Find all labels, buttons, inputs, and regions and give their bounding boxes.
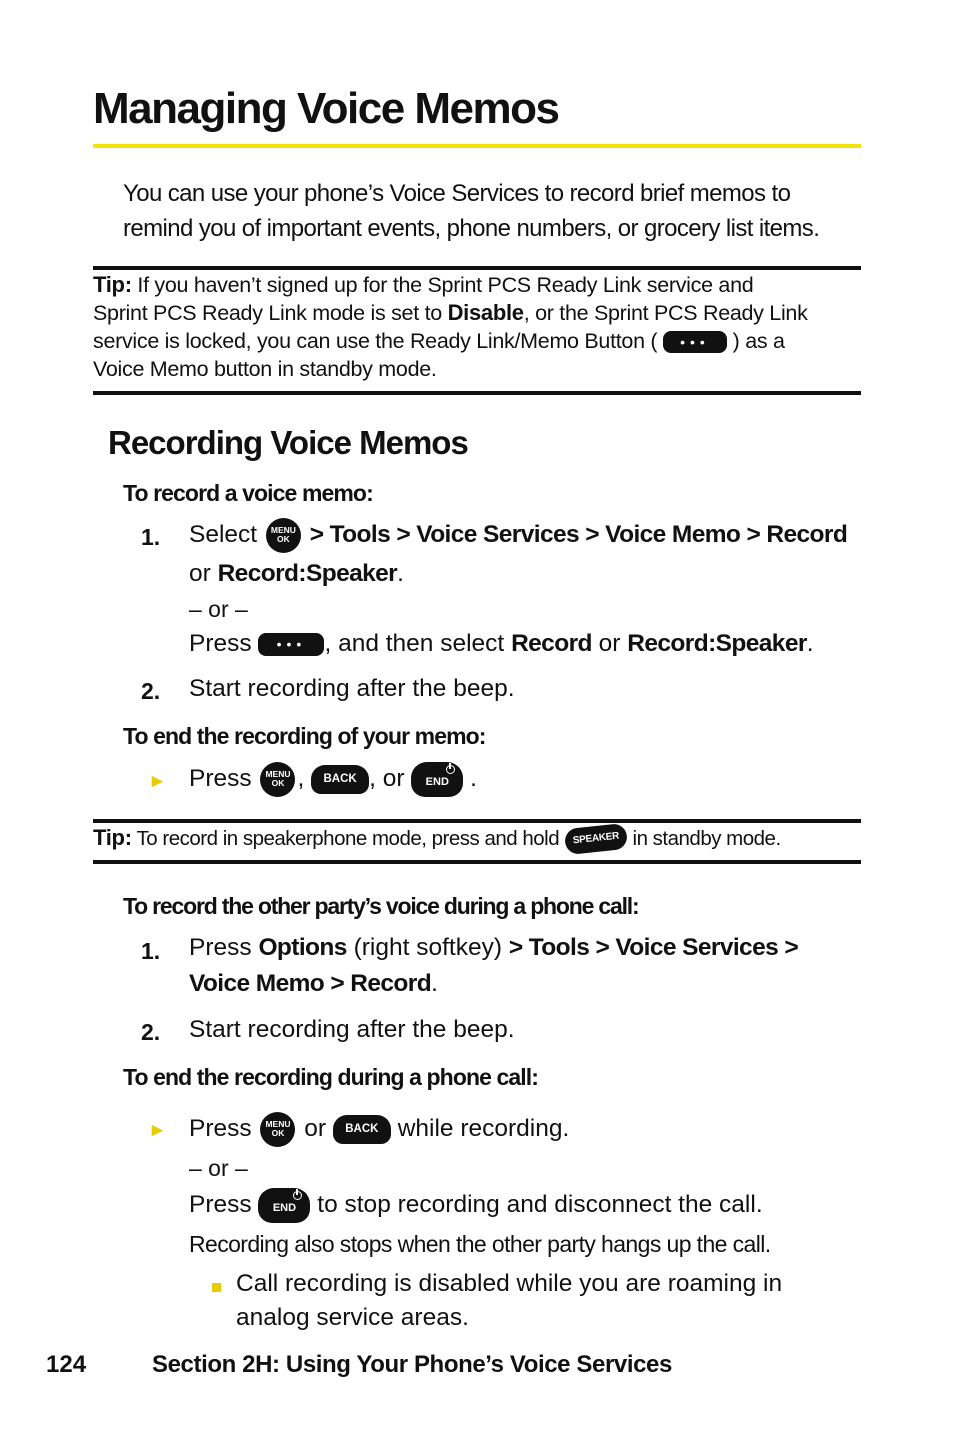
power-icon <box>293 1191 302 1200</box>
speaker-key-icon: SPEAKER <box>564 823 628 855</box>
title-underline <box>93 144 861 148</box>
call-record-step-1-line-2: Voice Memo > Record. <box>189 970 438 997</box>
end-call-instruction-1: Press MENU OK or BACK while recording. <box>189 1112 569 1147</box>
ready-link-memo-button-icon: ••• <box>258 633 324 656</box>
tip-2-rule-top <box>93 819 861 823</box>
tip-2-text: Tip: To record in speakerphone mode, press and hold SPEAKER in standby mode. <box>93 825 863 852</box>
tip-1-line-2: Sprint PCS Ready Link mode is set to Disable, or the Sprint PCS Ready Link <box>93 300 808 325</box>
tip-1-line-1: Tip: If you haven’t signed up for the Sprint PCS Ready Link service and <box>93 272 754 297</box>
end-call-subheading: To end the recording during a phone call: <box>123 1064 539 1090</box>
back-key-icon: BACK <box>311 765 369 794</box>
intro-line-2: remind you of important events, phone numbers, or grocery list items. <box>123 215 820 242</box>
step-number: 1. <box>141 524 161 550</box>
end-key-icon: END <box>258 1188 310 1223</box>
end-record-subheading: To end the recording of your memo: <box>123 723 486 749</box>
record-step-2: Start recording after the beep. <box>189 675 515 702</box>
menu-ok-key-icon: MENU OK <box>260 1112 295 1147</box>
record-step-1-line-1: Select MENU OK > Tools > Voice Services > Voice Memo > Record <box>189 518 847 553</box>
record-subheading: To record a voice memo: <box>123 480 373 506</box>
or-divider: – or – <box>189 596 248 622</box>
step-number: 2. <box>141 678 161 704</box>
tip-1-line-3: service is locked, you can use the Ready Link/Memo Button ( ••• ) as a <box>93 329 785 353</box>
square-bullet-icon <box>212 1283 221 1292</box>
page-number: 124 <box>46 1351 87 1378</box>
section-heading: Recording Voice Memos <box>108 424 468 461</box>
bullet-line-2: analog service areas. <box>236 1304 469 1331</box>
intro-line-1: You can use your phone’s Voice Services to record brief memos to <box>123 180 791 207</box>
menu-ok-key-icon: MENU OK <box>266 518 301 553</box>
or-divider: – or – <box>189 1155 248 1181</box>
bullet-line-1: Call recording is disabled while you are roaming in <box>236 1270 783 1297</box>
arrow-bullet-icon: ► <box>148 1120 167 1141</box>
end-call-note: Recording also stops when the other party hangs up the call. <box>189 1231 771 1257</box>
arrow-bullet-icon: ► <box>148 771 167 792</box>
step-number: 1. <box>141 938 161 964</box>
menu-ok-key-icon: MENU OK <box>260 762 295 797</box>
call-record-step-2: Start recording after the beep. <box>189 1016 515 1043</box>
step-number: 2. <box>141 1019 161 1045</box>
tip-1-line-4: Voice Memo button in standby mode. <box>93 357 437 381</box>
tip-2-rule-bottom <box>93 860 861 864</box>
call-record-subheading: To record the other party’s voice during a phone call: <box>123 893 639 919</box>
end-record-instruction: Press MENU OK , BACK , or END . <box>189 762 477 797</box>
section-footer: Section 2H: Using Your Phone’s Voice Services <box>152 1351 672 1378</box>
tip-rule-bottom <box>93 391 861 395</box>
page-title: Managing Voice Memos <box>93 84 559 133</box>
tip-label: Tip: <box>93 825 132 850</box>
back-key-icon: BACK <box>333 1115 391 1144</box>
record-step-1-line-2: or Record:Speaker. <box>189 560 404 587</box>
record-step-1-line-4: Press ••• , and then select Record or Record:Speaker. <box>189 630 814 657</box>
ready-link-memo-button-icon: ••• <box>663 331 727 353</box>
tip-label: Tip: <box>93 272 132 297</box>
call-record-step-1-line-1: Press Options (right softkey) > Tools > Voice Services > <box>189 934 799 961</box>
end-key-icon: END <box>411 762 463 797</box>
end-call-instruction-2: Press END to stop recording and disconnect the call. <box>189 1188 763 1223</box>
tip-rule-top <box>93 266 861 270</box>
power-icon <box>446 765 455 774</box>
